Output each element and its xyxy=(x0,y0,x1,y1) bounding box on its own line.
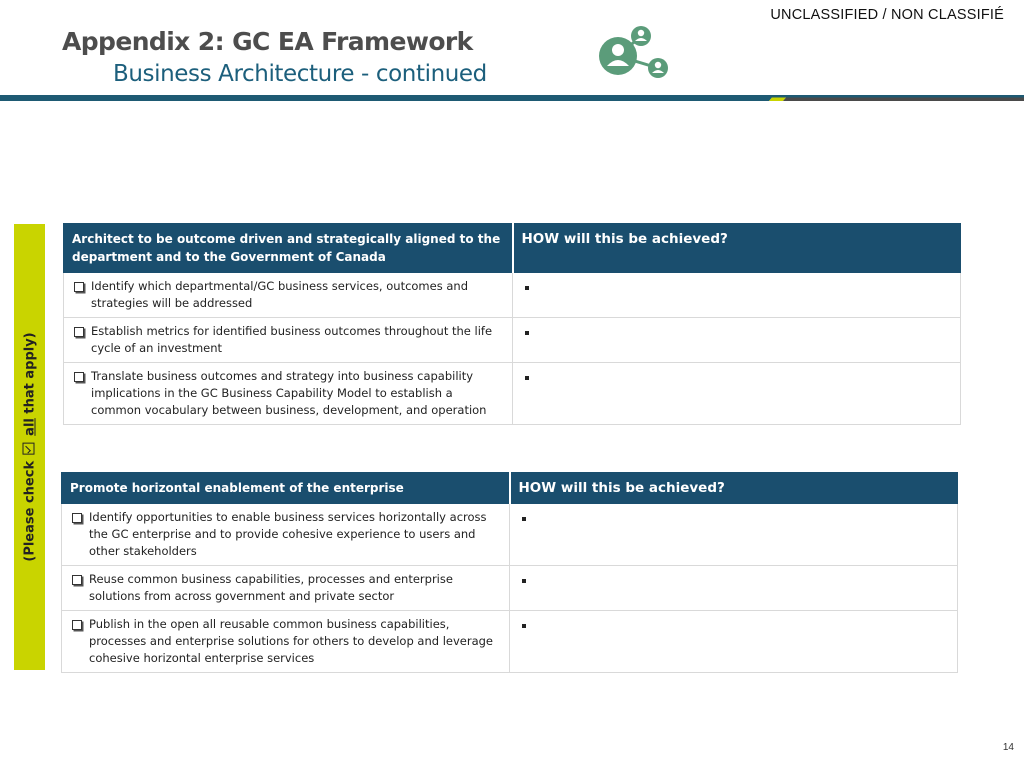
instruction-suffix: that apply) xyxy=(22,332,37,419)
checkbox[interactable] xyxy=(72,575,82,585)
criteria-cell xyxy=(64,363,513,425)
criteria-text: Identify opportunities to enable business services horizontally across the GC enterprise and to provide cohesive experience to users and other stakeholders xyxy=(89,510,487,558)
table-row xyxy=(62,504,958,566)
answer-cell[interactable] xyxy=(513,318,961,363)
table-row xyxy=(62,611,958,673)
checkbox[interactable] xyxy=(72,513,82,523)
outcome-driven-table xyxy=(63,223,961,425)
answer-cell[interactable] xyxy=(510,504,958,566)
criteria-cell xyxy=(64,273,513,318)
page-number: 14 xyxy=(1002,742,1014,753)
table-row xyxy=(64,318,961,363)
bullet-icon xyxy=(525,331,529,335)
checkbox[interactable] xyxy=(74,372,84,382)
checked-box-icon xyxy=(22,442,34,454)
instruction-text xyxy=(22,332,37,561)
checkbox[interactable] xyxy=(72,620,82,630)
criteria-text: Reuse common business capabilities, processes and enterprise solutions from across government and private sector xyxy=(89,572,453,603)
table-row xyxy=(64,273,961,318)
criteria-cell xyxy=(62,566,510,611)
criteria-text: Publish in the open all reusable common business capabilities, processes and enterprise solutions for others to develop and leverage cohesive horizontal enterprise services xyxy=(89,617,493,665)
criteria-text: Translate business outcomes and strategy into business capability implications in the GC Business Capability Model to establish a common vocabulary between business, development, and operation xyxy=(91,369,487,417)
criteria-text: Identify which departmental/GC business services, outcomes and strategies will be addressed xyxy=(91,279,468,310)
criteria-cell xyxy=(62,611,510,673)
answer-cell[interactable] xyxy=(513,273,961,318)
how-achieved-header: HOW will this be achieved? xyxy=(510,473,958,504)
bullet-icon xyxy=(522,579,526,583)
people-network-icon xyxy=(596,24,670,82)
page-subtitle: Business Architecture - continued xyxy=(113,61,487,87)
instruction-emphasis: all xyxy=(22,418,37,436)
bullet-icon xyxy=(522,517,526,521)
bullet-icon xyxy=(525,376,529,380)
principle-header: Architect to be outcome driven and strategically aligned to the department and to the Government of Canada xyxy=(64,224,513,273)
checkbox[interactable] xyxy=(74,327,84,337)
criteria-cell xyxy=(62,504,510,566)
table-header-row xyxy=(64,224,961,273)
how-achieved-header: HOW will this be achieved? xyxy=(513,224,961,273)
table-row xyxy=(64,363,961,425)
answer-cell[interactable] xyxy=(510,566,958,611)
bullet-icon xyxy=(525,286,529,290)
principle-header: Promote horizontal enablement of the enterprise xyxy=(62,473,510,504)
horizontal-enablement-table xyxy=(61,472,958,673)
table-row xyxy=(62,566,958,611)
answer-cell[interactable] xyxy=(513,363,961,425)
criteria-cell xyxy=(64,318,513,363)
table-header-row xyxy=(62,473,958,504)
page-title: Appendix 2: GC EA Framework xyxy=(62,27,473,56)
answer-cell[interactable] xyxy=(510,611,958,673)
instruction-sidebar xyxy=(14,224,45,670)
classification-label: UNCLASSIFIED / NON CLASSIFIÉ xyxy=(770,7,1004,23)
criteria-text: Establish metrics for identified business outcomes throughout the life cycle of an investment xyxy=(91,324,493,355)
checkbox[interactable] xyxy=(74,282,84,292)
instruction-prefix: (Please check xyxy=(22,460,37,562)
header-divider xyxy=(0,95,1024,101)
bullet-icon xyxy=(522,624,526,628)
